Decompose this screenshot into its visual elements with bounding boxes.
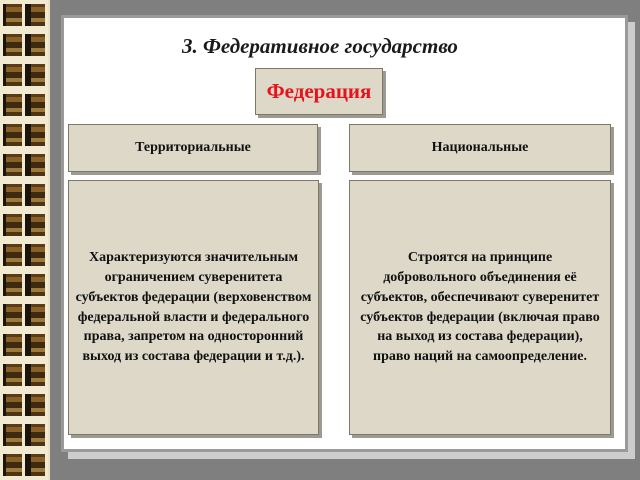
decorative-border-strip <box>0 0 50 480</box>
federation-box: Федерация <box>255 68 383 115</box>
slide-title: 3. Федеративное государство <box>182 34 458 58</box>
territorial-heading-box: Территориальные <box>68 124 318 172</box>
national-heading-box: Национальные <box>349 124 611 172</box>
national-description-box: Строятся на принципе добровольного объединения её субъектов, обеспечивают суверенитет субъектов федерации (включая право на выход из состава федерации), право наций на самоопределение. <box>349 180 611 435</box>
territorial-description-box: Характеризуются значительным ограничением суверенитета субъектов федерации (верховенством федеральной власти и федерального права, запретом на односторонний выход из состава федерации и т.д.). <box>68 180 319 435</box>
